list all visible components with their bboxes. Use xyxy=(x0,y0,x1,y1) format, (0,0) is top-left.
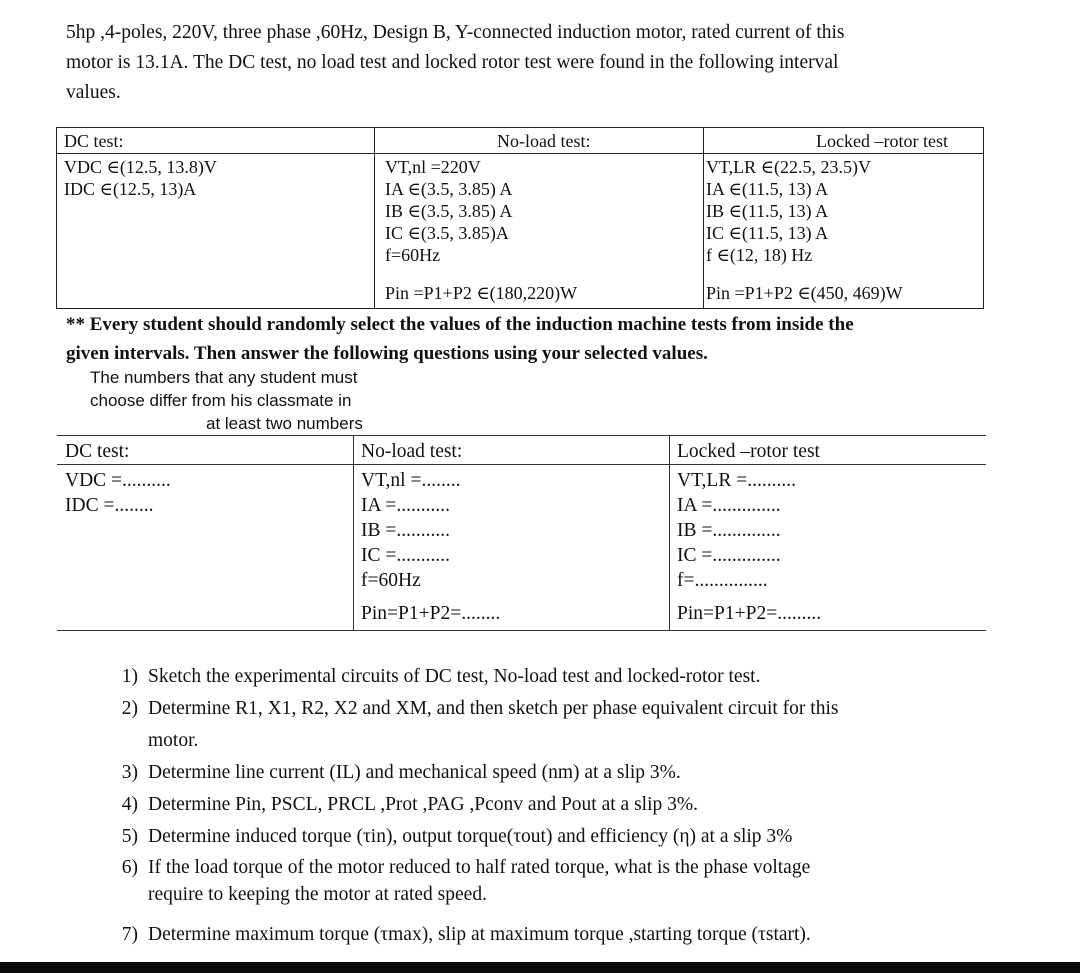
intro-line: motor is 13.1A. The DC test, no load test and locked rotor test were found in the following interval xyxy=(66,52,839,73)
header-divider xyxy=(57,153,983,154)
noload-value: IC ∈(3.5, 3.85)A xyxy=(385,223,509,243)
locked-blank: IA =.............. xyxy=(677,495,781,516)
question-text: Determine maximum torque (τmax), slip at maximum torque ,starting torque (τstart). xyxy=(148,924,811,945)
question-number: 4) xyxy=(121,794,138,815)
note-line: ** Every student should randomly select the values of the induction machine tests from inside the xyxy=(66,314,854,335)
bottom-rule xyxy=(57,630,986,631)
column-divider xyxy=(669,435,670,631)
question-item xyxy=(100,922,1000,952)
header-rule xyxy=(57,464,986,465)
noload-blank: Pin=P1+P2=........ xyxy=(361,603,501,624)
question-item xyxy=(100,664,1000,694)
noload-blank: IA =........... xyxy=(361,495,450,516)
question-number: 2) xyxy=(121,698,138,719)
dc-voltage-blank: VDC =.......... xyxy=(65,470,171,491)
note-line: given intervals. Then answer the following questions using your selected values. xyxy=(66,343,708,364)
locked-value: f ∈(12, 18) Hz xyxy=(706,245,813,265)
noload-test-header: No-load test: xyxy=(361,441,463,462)
question-text: Determine Pin, PSCL, PRCL ,Prot ,PAG ,Pconv and Pout at a slip 3%. xyxy=(148,794,698,815)
noload-value: f=60Hz xyxy=(385,245,441,265)
locked-value: Pin =P1+P2 ∈(450, 469)W xyxy=(706,283,903,303)
locked-value: IB ∈(11.5, 13) A xyxy=(706,201,829,221)
column-divider xyxy=(374,128,375,308)
dc-current-blank: IDC =........ xyxy=(65,495,154,516)
intro-paragraph xyxy=(66,18,1001,108)
locked-blank: Pin=P1+P2=......... xyxy=(677,603,822,624)
added-note-line: at least two numbers xyxy=(206,414,363,433)
locked-blank: VT,LR =.......... xyxy=(677,470,796,491)
question-text: Determine induced torque (τin), output torque(τout) and efficiency (η) at a slip 3% xyxy=(148,826,793,847)
question-number: 6) xyxy=(121,857,138,878)
question-item xyxy=(100,760,1000,790)
dc-current-interval: IDC ∈(12.5, 13)A xyxy=(64,179,197,199)
locked-blank: IC =.............. xyxy=(677,545,781,566)
question-item xyxy=(100,855,1000,911)
noload-blank: IC =........... xyxy=(361,545,450,566)
noload-value: IB ∈(3.5, 3.85) A xyxy=(385,201,513,221)
locked-rotor-test-header: Locked –rotor test xyxy=(816,131,948,151)
intro-line: values. xyxy=(66,82,121,103)
question-text: motor. xyxy=(148,730,199,751)
locked-value: IA ∈(11.5, 13) A xyxy=(706,179,829,199)
question-text: Determine R1, X1, R2, X2 and XM, and then sketch per phase equivalent circuit for this xyxy=(148,698,839,719)
locked-value: IC ∈(11.5, 13) A xyxy=(706,223,829,243)
question-text: Determine line current (IL) and mechanical speed (nm) at a slip 3%. xyxy=(148,762,681,783)
noload-blank: IB =........... xyxy=(361,520,450,541)
dc-test-header: DC test: xyxy=(65,441,130,462)
locked-value: VT,LR ∈(22.5, 23.5)V xyxy=(706,157,871,177)
question-text: If the load torque of the motor reduced to half rated torque, what is the phase voltage xyxy=(148,857,811,878)
question-item xyxy=(100,696,1000,756)
question-item xyxy=(100,824,1000,854)
intro-line: 5hp ,4-poles, 220V, three phase ,60Hz, Design B, Y-connected induction motor, rated current of this xyxy=(66,22,845,43)
top-rule xyxy=(57,435,986,436)
column-divider xyxy=(353,435,354,631)
dc-test-header: DC test: xyxy=(64,131,124,151)
selected-values-table xyxy=(57,435,986,631)
noload-value: Pin =P1+P2 ∈(180,220)W xyxy=(385,283,578,303)
locked-blank: f=............... xyxy=(677,570,768,591)
noload-test-header: No-load test: xyxy=(497,131,591,151)
added-note-line: The numbers that any student must xyxy=(90,368,358,387)
question-number: 5) xyxy=(121,826,138,847)
question-text: require to keeping the motor at rated speed. xyxy=(148,884,487,905)
locked-blank: IB =.............. xyxy=(677,520,781,541)
dc-voltage-interval: VDC ∈(12.5, 13.8)V xyxy=(64,157,217,177)
noload-blank: VT,nl =........ xyxy=(361,470,461,491)
column-divider xyxy=(703,128,704,308)
question-number: 1) xyxy=(121,666,138,687)
locked-rotor-test-header: Locked –rotor test xyxy=(677,441,820,462)
bottom-edge-bar xyxy=(0,962,1080,973)
question-number: 7) xyxy=(121,924,138,945)
noload-value: VT,nl =220V xyxy=(385,157,481,177)
noload-blank: f=60Hz xyxy=(361,570,421,591)
question-text: Sketch the experimental circuits of DC test, No-load test and locked-rotor test. xyxy=(148,666,761,687)
question-number: 3) xyxy=(121,762,138,783)
interval-table xyxy=(56,127,984,309)
added-note-line: choose differ from his classmate in xyxy=(90,391,352,410)
instruction-note xyxy=(66,310,996,368)
noload-value: IA ∈(3.5, 3.85) A xyxy=(385,179,513,199)
question-item xyxy=(100,792,1000,822)
